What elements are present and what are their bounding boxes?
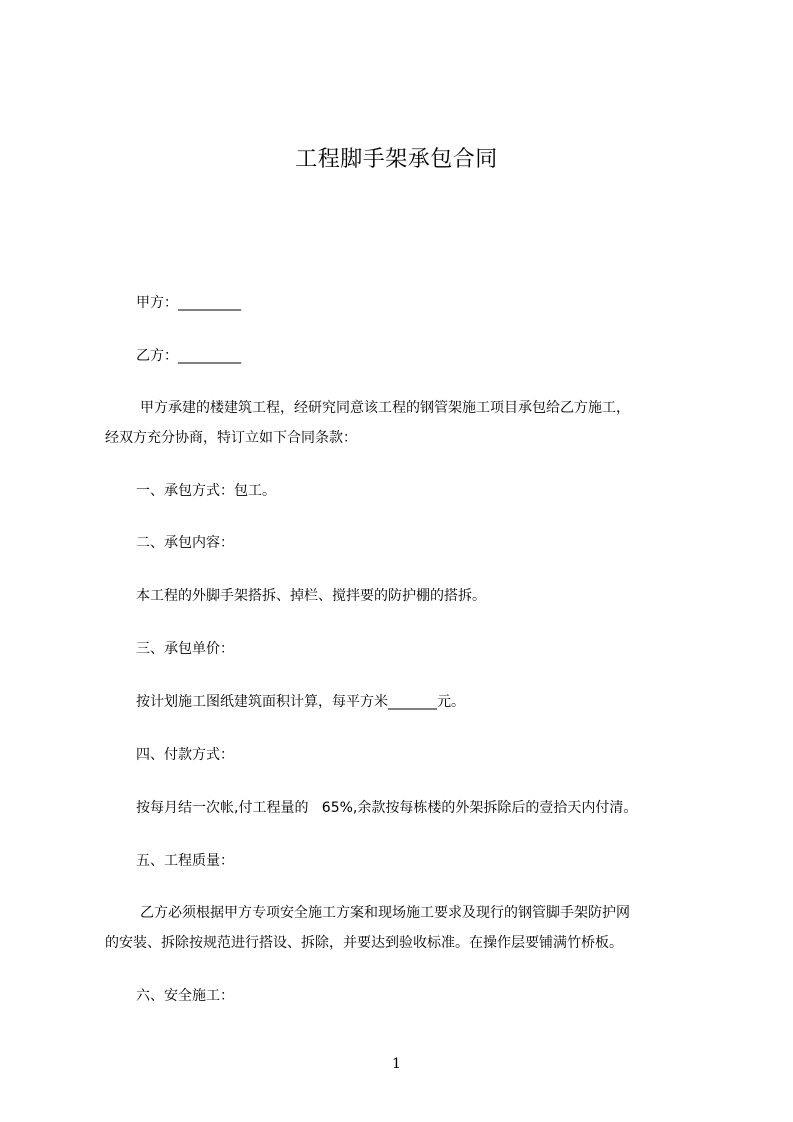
- section-3-heading: 三、承包单价：: [136, 641, 234, 657]
- party-a-line: 甲方：_________: [136, 295, 241, 311]
- section-6-heading: 六、安全施工：: [136, 988, 234, 1004]
- section-3-text: 按计划施工图纸建筑面积计算，每平方米_______元。: [136, 694, 465, 710]
- section-5-heading: 五、工程质量：: [136, 853, 234, 869]
- intro-paragraph: [105, 393, 695, 453]
- section-4-heading: 四、付款方式：: [136, 747, 234, 763]
- section-5-paragraph: [105, 898, 695, 958]
- section-2-text: 本工程的外脚手架搭拆、掉栏、搅拌要的防护棚的搭拆。: [136, 588, 486, 604]
- document-title: 工程脚手架承包合同: [295, 147, 498, 172]
- page-number: 1: [392, 1056, 401, 1072]
- section-5-line-1: 乙方必须根据甲方专项安全施工方案和现场施工要求及现行的钢管脚手架防护网: [140, 905, 630, 921]
- party-b-line: 乙方：_________: [136, 348, 241, 364]
- section-5-line-2: 的安装、拆除按规范进行搭设、拆除，并要达到验收标准。在操作层要铺满竹桥板。: [105, 935, 623, 951]
- intro-line-1: 甲方承建的楼建筑工程，经研究同意该工程的钢管架施工项目承包给乙方施工，: [140, 400, 630, 416]
- intro-line-2: 经双方充分协商，特订立如下合同条款：: [105, 430, 357, 446]
- section-4-text: 按每月结一次帐,付工程量的 65%,余款按每栋楼的外架拆除后的壹拾天内付清。: [136, 800, 638, 816]
- section-2-heading: 二、承包内容：: [136, 535, 234, 551]
- section-1-heading: 一、承包方式：包工。: [136, 483, 276, 499]
